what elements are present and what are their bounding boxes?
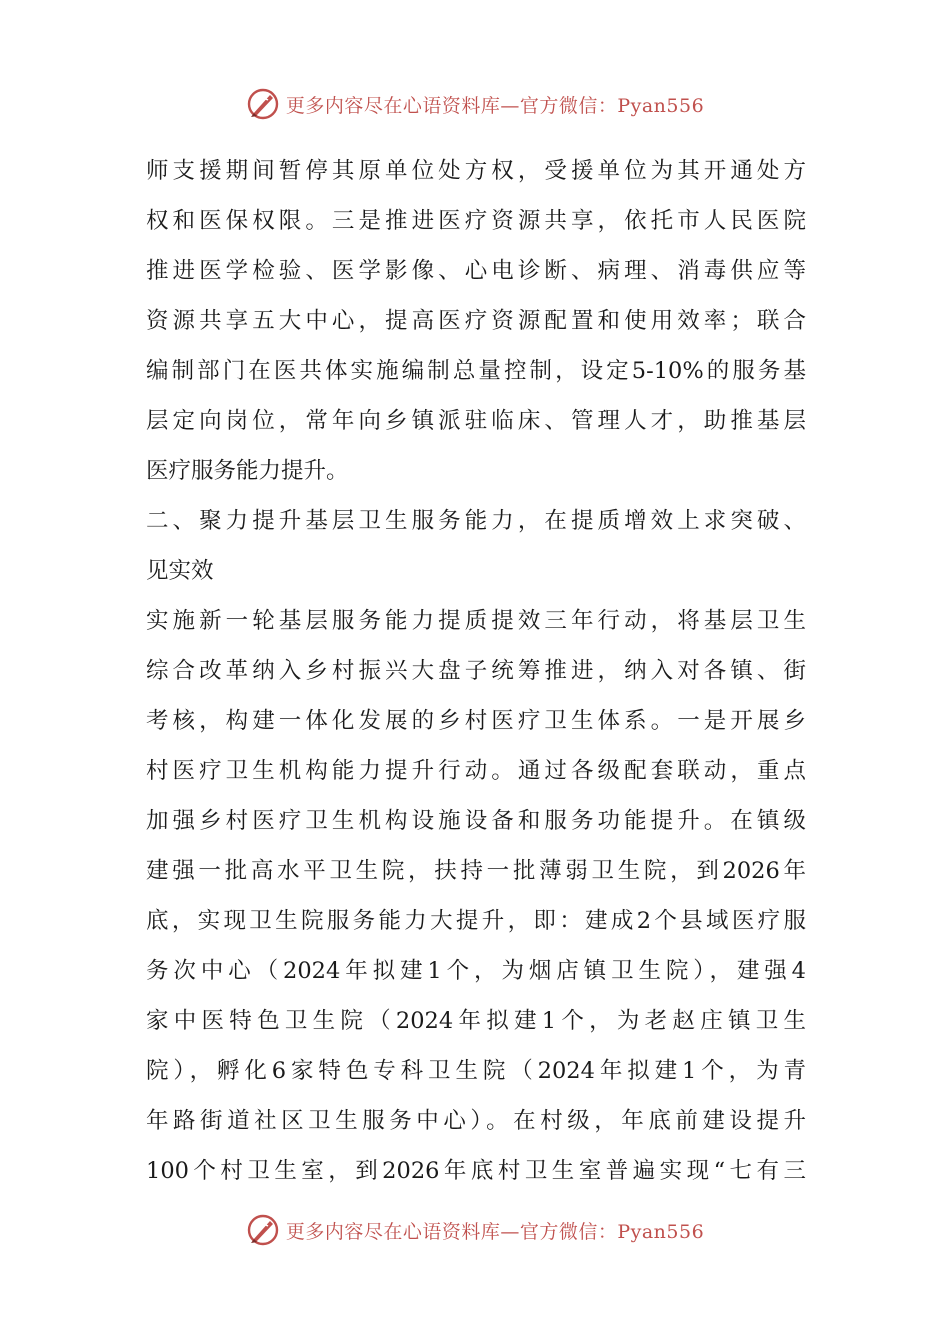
watermark-text: 更多内容尽在心语资料库—官方微信：Pyan556 <box>285 1220 705 1243</box>
watermark-header <box>0 84 950 124</box>
watermark-footer <box>0 1210 950 1250</box>
text-line: 建强一批高水平卫生院，扶持一批薄弱卫生院，到2026年 <box>146 858 806 884</box>
text-line: 师支援期间暂停其原单位处方权，受援单位为其开通处方 <box>146 158 806 184</box>
text-line: 综合改革纳入乡村振兴大盘子统筹推进，纳入对各镇、街 <box>146 658 806 684</box>
pen-logo-icon <box>246 87 280 121</box>
text-line: 务次中心（2024年拟建1个，为烟店镇卫生院），建强4 <box>146 958 806 984</box>
pen-logo-icon <box>246 1213 280 1247</box>
text-line: 层定向岗位，常年向乡镇派驻临床、管理人才，助推基层 <box>146 408 806 434</box>
section-heading: 见实效 <box>146 558 214 584</box>
text-line: 医疗服务能力提升。 <box>146 458 349 484</box>
text-line: 村医疗卫生机构能力提升行动。通过各级配套联动，重点 <box>146 758 806 784</box>
text-line: 100个村卫生室，到2026年底村卫生室普遍实现“七有三 <box>146 1158 806 1184</box>
section-heading: 二、聚力提升基层卫生服务能力，在提质增效上求突破、 <box>146 508 806 534</box>
text-line: 底，实现卫生院服务能力大提升，即：建成2个县域医疗服 <box>146 908 806 934</box>
text-line: 年路街道社区卫生服务中心）。在村级，年底前建设提升 <box>146 1108 806 1134</box>
text-line: 推进医学检验、医学影像、心电诊断、病理、消毒供应等 <box>146 258 806 284</box>
document-body <box>146 146 806 1196</box>
text-line: 家中医特色卫生院（2024年拟建1个，为老赵庄镇卫生 <box>146 1008 806 1034</box>
text-line: 加强乡村医疗卫生机构设施设备和服务功能提升。在镇级 <box>146 808 806 834</box>
text-line: 权和医保权限。三是推进医疗资源共享，依托市人民医院 <box>146 208 806 234</box>
text-line: 资源共享五大中心，提高医疗资源配置和使用效率；联合 <box>146 308 806 334</box>
text-line: 院），孵化6家特色专科卫生院（2024年拟建1个，为青 <box>146 1058 806 1084</box>
text-line: 编制部门在医共体实施编制总量控制，设定5-10%的服务基 <box>146 358 806 384</box>
text-line: 考核，构建一体化发展的乡村医疗卫生体系。一是开展乡 <box>146 708 806 734</box>
text-line: 实施新一轮基层服务能力提质提效三年行动，将基层卫生 <box>146 608 806 634</box>
watermark-text: 更多内容尽在心语资料库—官方微信：Pyan556 <box>285 94 705 117</box>
